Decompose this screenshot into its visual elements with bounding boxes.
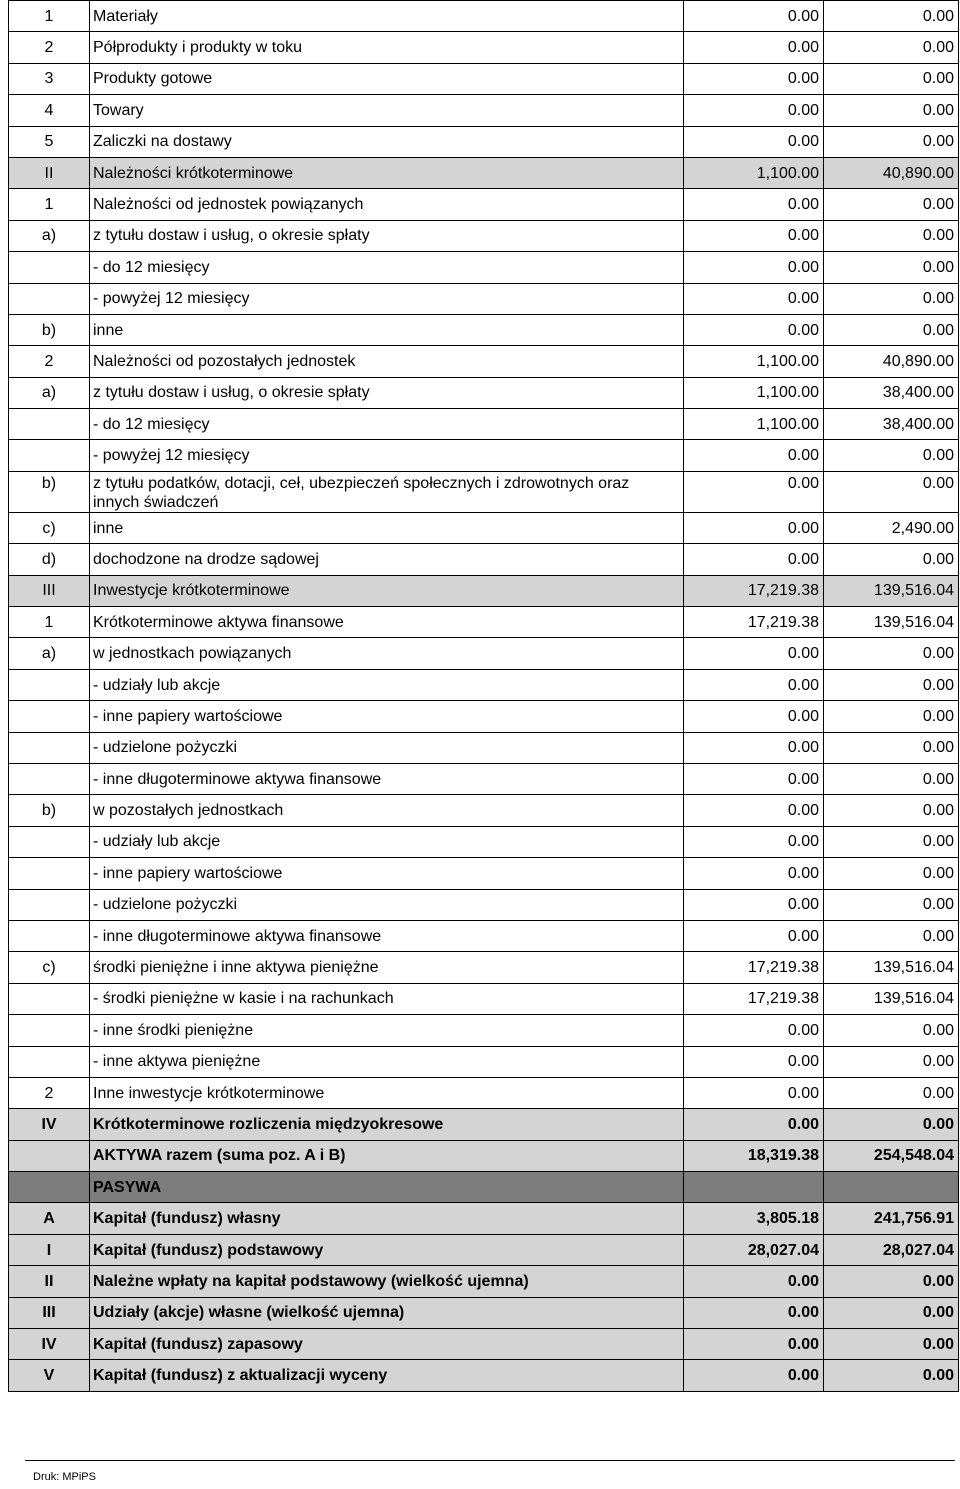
row-value-current: 0.00	[684, 189, 824, 220]
table-row	[9, 983, 959, 1014]
row-number: 4	[9, 95, 90, 126]
row-label: Udziały (akcje) własne (wielkość ujemna)	[90, 1297, 684, 1328]
row-number	[9, 858, 90, 889]
table-row	[9, 1266, 959, 1297]
row-value-current: 0.00	[684, 220, 824, 251]
table-row	[9, 763, 959, 794]
row-label: - inne środki pieniężne	[90, 1015, 684, 1046]
row-number: III	[9, 1297, 90, 1328]
row-number: b)	[9, 471, 90, 512]
table-row	[9, 346, 959, 377]
row-value-previous: 0.00	[824, 314, 959, 345]
table-row	[9, 252, 959, 283]
row-label: Kapitał (fundusz) zapasowy	[90, 1329, 684, 1360]
row-value-current: 0.00	[684, 701, 824, 732]
row-value-previous: 139,516.04	[824, 952, 959, 983]
row-value-previous: 139,516.04	[824, 607, 959, 638]
table-row	[9, 126, 959, 157]
row-value-previous: 0.00	[824, 220, 959, 251]
table-row	[9, 1109, 959, 1140]
row-value-previous: 0.00	[824, 701, 959, 732]
table-row	[9, 440, 959, 471]
row-label: dochodzone na drodze sądowej	[90, 544, 684, 575]
row-value-current: 0.00	[684, 795, 824, 826]
row-value-previous: 0.00	[824, 252, 959, 283]
row-value-current: 0.00	[684, 440, 824, 471]
row-value-current: 1,100.00	[684, 409, 824, 440]
row-value-current: 0.00	[684, 669, 824, 700]
row-value-previous: 0.00	[824, 920, 959, 951]
row-label: w pozostałych jednostkach	[90, 795, 684, 826]
table-row	[9, 607, 959, 638]
row-label: Półprodukty i produkty w toku	[90, 32, 684, 63]
row-label: - udziały lub akcje	[90, 826, 684, 857]
row-value-previous: 0.00	[824, 1297, 959, 1328]
row-label: - powyżej 12 miesięcy	[90, 440, 684, 471]
table-row	[9, 638, 959, 669]
row-number	[9, 669, 90, 700]
row-value-previous: 0.00	[824, 889, 959, 920]
row-number: II	[9, 1266, 90, 1297]
row-value-current: 0.00	[684, 252, 824, 283]
row-number: d)	[9, 544, 90, 575]
row-value-previous: 0.00	[824, 669, 959, 700]
row-number: 1	[9, 1, 90, 32]
row-value-previous: 28,027.04	[824, 1234, 959, 1265]
row-label: - środki pieniężne w kasie i na rachunkach	[90, 983, 684, 1014]
row-label: Towary	[90, 95, 684, 126]
row-number: II	[9, 157, 90, 188]
row-number: b)	[9, 795, 90, 826]
table-row	[9, 283, 959, 314]
table-row	[9, 1, 959, 32]
row-value-previous: 0.00	[824, 1329, 959, 1360]
row-value-current	[684, 1172, 824, 1203]
row-label: - udzielone pożyczki	[90, 732, 684, 763]
table-row	[9, 32, 959, 63]
row-label: Krótkoterminowe aktywa finansowe	[90, 607, 684, 638]
row-value-current: 18,319.38	[684, 1140, 824, 1171]
row-value-previous: 0.00	[824, 544, 959, 575]
row-number: 2	[9, 346, 90, 377]
row-value-previous: 0.00	[824, 638, 959, 669]
table-row	[9, 220, 959, 251]
row-label: Produkty gotowe	[90, 63, 684, 94]
row-value-previous: 0.00	[824, 1015, 959, 1046]
row-number	[9, 701, 90, 732]
balance-sheet-table	[8, 0, 959, 1392]
row-number: I	[9, 1234, 90, 1265]
table-row	[9, 1172, 959, 1203]
row-value-previous: 0.00	[824, 1266, 959, 1297]
row-value-previous: 0.00	[824, 1046, 959, 1077]
row-value-previous: 0.00	[824, 795, 959, 826]
table-row	[9, 544, 959, 575]
row-number	[9, 409, 90, 440]
row-value-previous: 0.00	[824, 283, 959, 314]
row-number	[9, 252, 90, 283]
row-value-current: 0.00	[684, 889, 824, 920]
row-label: - udzielone pożyczki	[90, 889, 684, 920]
table-row	[9, 795, 959, 826]
footer-divider	[25, 1460, 955, 1461]
table-row	[9, 1329, 959, 1360]
table-row	[9, 1046, 959, 1077]
table-row	[9, 858, 959, 889]
row-value-current: 0.00	[684, 95, 824, 126]
row-label: - inne długoterminowe aktywa finansowe	[90, 763, 684, 794]
row-label: - inne aktywa pieniężne	[90, 1046, 684, 1077]
row-number: a)	[9, 638, 90, 669]
row-value-current: 0.00	[684, 826, 824, 857]
row-value-current: 0.00	[684, 732, 824, 763]
row-value-current: 28,027.04	[684, 1234, 824, 1265]
row-value-current: 0.00	[684, 1297, 824, 1328]
row-value-current: 1,100.00	[684, 157, 824, 188]
row-number	[9, 1140, 90, 1171]
row-value-current: 0.00	[684, 544, 824, 575]
row-label: Należności od jednostek powiązanych	[90, 189, 684, 220]
table-row	[9, 377, 959, 408]
row-label: Inwestycje krótkoterminowe	[90, 575, 684, 606]
table-row	[9, 1077, 959, 1108]
row-value-previous: 0.00	[824, 189, 959, 220]
row-value-previous: 241,756.91	[824, 1203, 959, 1234]
table-row	[9, 575, 959, 606]
row-number: 2	[9, 32, 90, 63]
row-label: AKTYWA razem (suma poz. A i B)	[90, 1140, 684, 1171]
row-number	[9, 983, 90, 1014]
row-number: b)	[9, 314, 90, 345]
row-value-previous: 38,400.00	[824, 409, 959, 440]
row-number	[9, 440, 90, 471]
table-row	[9, 157, 959, 188]
row-value-current: 0.00	[684, 1046, 824, 1077]
row-label: z tytułu dostaw i usług, o okresie spłaty	[90, 220, 684, 251]
print-label: Druk: MPiPS	[33, 1471, 96, 1483]
row-label: - inne papiery wartościowe	[90, 858, 684, 889]
row-label: Inne inwestycje krótkoterminowe	[90, 1077, 684, 1108]
row-number	[9, 826, 90, 857]
row-value-current: 17,219.38	[684, 952, 824, 983]
row-value-current: 0.00	[684, 63, 824, 94]
row-value-current: 0.00	[684, 32, 824, 63]
row-value-previous: 0.00	[824, 1077, 959, 1108]
row-number: 5	[9, 126, 90, 157]
row-number: IV	[9, 1329, 90, 1360]
row-value-current: 0.00	[684, 1077, 824, 1108]
row-value-previous: 0.00	[824, 126, 959, 157]
row-value-current: 0.00	[684, 1266, 824, 1297]
row-number: IV	[9, 1109, 90, 1140]
row-value-previous: 0.00	[824, 826, 959, 857]
row-label: - powyżej 12 miesięcy	[90, 283, 684, 314]
row-value-current: 0.00	[684, 920, 824, 951]
row-value-previous: 0.00	[824, 1360, 959, 1391]
row-value-current: 0.00	[684, 1109, 824, 1140]
row-number	[9, 1015, 90, 1046]
row-value-previous: 40,890.00	[824, 346, 959, 377]
row-value-current: 0.00	[684, 1360, 824, 1391]
row-value-current: 3,805.18	[684, 1203, 824, 1234]
row-number: 1	[9, 607, 90, 638]
table-row	[9, 889, 959, 920]
table-row	[9, 63, 959, 94]
row-value-current: 1,100.00	[684, 377, 824, 408]
table-row	[9, 1234, 959, 1265]
row-label: inne	[90, 314, 684, 345]
table-row	[9, 1203, 959, 1234]
row-label: Kapitał (fundusz) podstawowy	[90, 1234, 684, 1265]
row-value-previous: 0.00	[824, 32, 959, 63]
row-value-previous: 0.00	[824, 1, 959, 32]
row-value-previous: 0.00	[824, 95, 959, 126]
row-number	[9, 763, 90, 794]
row-label: Należności od pozostałych jednostek	[90, 346, 684, 377]
row-label: Materiały	[90, 1, 684, 32]
row-label: w jednostkach powiązanych	[90, 638, 684, 669]
row-value-previous: 0.00	[824, 732, 959, 763]
table-row	[9, 701, 959, 732]
row-value-current: 0.00	[684, 471, 824, 512]
table-row	[9, 189, 959, 220]
row-number: 1	[9, 189, 90, 220]
row-number: a)	[9, 220, 90, 251]
row-label: środki pieniężne i inne aktywa pieniężne	[90, 952, 684, 983]
row-value-current: 0.00	[684, 763, 824, 794]
row-label: Należności krótkoterminowe	[90, 157, 684, 188]
row-number	[9, 732, 90, 763]
table-row	[9, 1360, 959, 1391]
table-row	[9, 1297, 959, 1328]
row-value-previous: 40,890.00	[824, 157, 959, 188]
row-value-current: 0.00	[684, 1, 824, 32]
row-value-previous: 0.00	[824, 440, 959, 471]
row-value-previous: 38,400.00	[824, 377, 959, 408]
table-row	[9, 471, 959, 512]
row-label: Zaliczki na dostawy	[90, 126, 684, 157]
row-number	[9, 283, 90, 314]
row-label: inne	[90, 512, 684, 543]
row-value-current: 17,219.38	[684, 607, 824, 638]
row-number	[9, 1046, 90, 1077]
balance-sheet-body	[9, 1, 959, 1392]
table-row	[9, 669, 959, 700]
row-value-previous	[824, 1172, 959, 1203]
row-number	[9, 1172, 90, 1203]
row-value-previous: 0.00	[824, 858, 959, 889]
row-value-previous: 2,490.00	[824, 512, 959, 543]
row-label: - do 12 miesięcy	[90, 252, 684, 283]
row-label: Należne wpłaty na kapitał podstawowy (wielkość ujemna)	[90, 1266, 684, 1297]
table-row	[9, 95, 959, 126]
row-value-previous: 139,516.04	[824, 575, 959, 606]
row-label: Krótkoterminowe rozliczenia międzyokresowe	[90, 1109, 684, 1140]
row-label: PASYWA	[90, 1172, 684, 1203]
row-value-current: 17,219.38	[684, 575, 824, 606]
row-value-current: 0.00	[684, 126, 824, 157]
row-label: Kapitał (fundusz) własny	[90, 1203, 684, 1234]
row-number: III	[9, 575, 90, 606]
table-row	[9, 952, 959, 983]
row-value-previous: 0.00	[824, 471, 959, 512]
row-label: - inne długoterminowe aktywa finansowe	[90, 920, 684, 951]
row-value-current: 0.00	[684, 512, 824, 543]
row-label: - do 12 miesięcy	[90, 409, 684, 440]
row-number: V	[9, 1360, 90, 1391]
row-value-current: 0.00	[684, 314, 824, 345]
row-value-current: 0.00	[684, 1329, 824, 1360]
row-value-current: 0.00	[684, 858, 824, 889]
row-label: - inne papiery wartościowe	[90, 701, 684, 732]
row-number: c)	[9, 512, 90, 543]
row-number: c)	[9, 952, 90, 983]
table-row	[9, 826, 959, 857]
table-row	[9, 1140, 959, 1171]
table-row	[9, 314, 959, 345]
row-value-previous: 0.00	[824, 1109, 959, 1140]
table-row	[9, 512, 959, 543]
row-label: - udziały lub akcje	[90, 669, 684, 700]
row-value-current: 17,219.38	[684, 983, 824, 1014]
row-number: A	[9, 1203, 90, 1234]
row-value-previous: 0.00	[824, 763, 959, 794]
row-number	[9, 920, 90, 951]
row-number: a)	[9, 377, 90, 408]
row-value-current: 0.00	[684, 1015, 824, 1046]
row-number: 3	[9, 63, 90, 94]
row-label: z tytułu dostaw i usług, o okresie spłaty	[90, 377, 684, 408]
table-row	[9, 1015, 959, 1046]
row-number	[9, 889, 90, 920]
row-value-current: 1,100.00	[684, 346, 824, 377]
row-number: 2	[9, 1077, 90, 1108]
row-value-previous: 254,548.04	[824, 1140, 959, 1171]
row-value-current: 0.00	[684, 283, 824, 314]
row-value-previous: 139,516.04	[824, 983, 959, 1014]
row-value-previous: 0.00	[824, 63, 959, 94]
table-row	[9, 732, 959, 763]
row-label: z tytułu podatków, dotacji, ceł, ubezpieczeń społecznych i zdrowotnych oraz innych świadczeń	[90, 471, 684, 512]
table-row	[9, 409, 959, 440]
row-value-current: 0.00	[684, 638, 824, 669]
row-label: Kapitał (fundusz) z aktualizacji wyceny	[90, 1360, 684, 1391]
table-row	[9, 920, 959, 951]
